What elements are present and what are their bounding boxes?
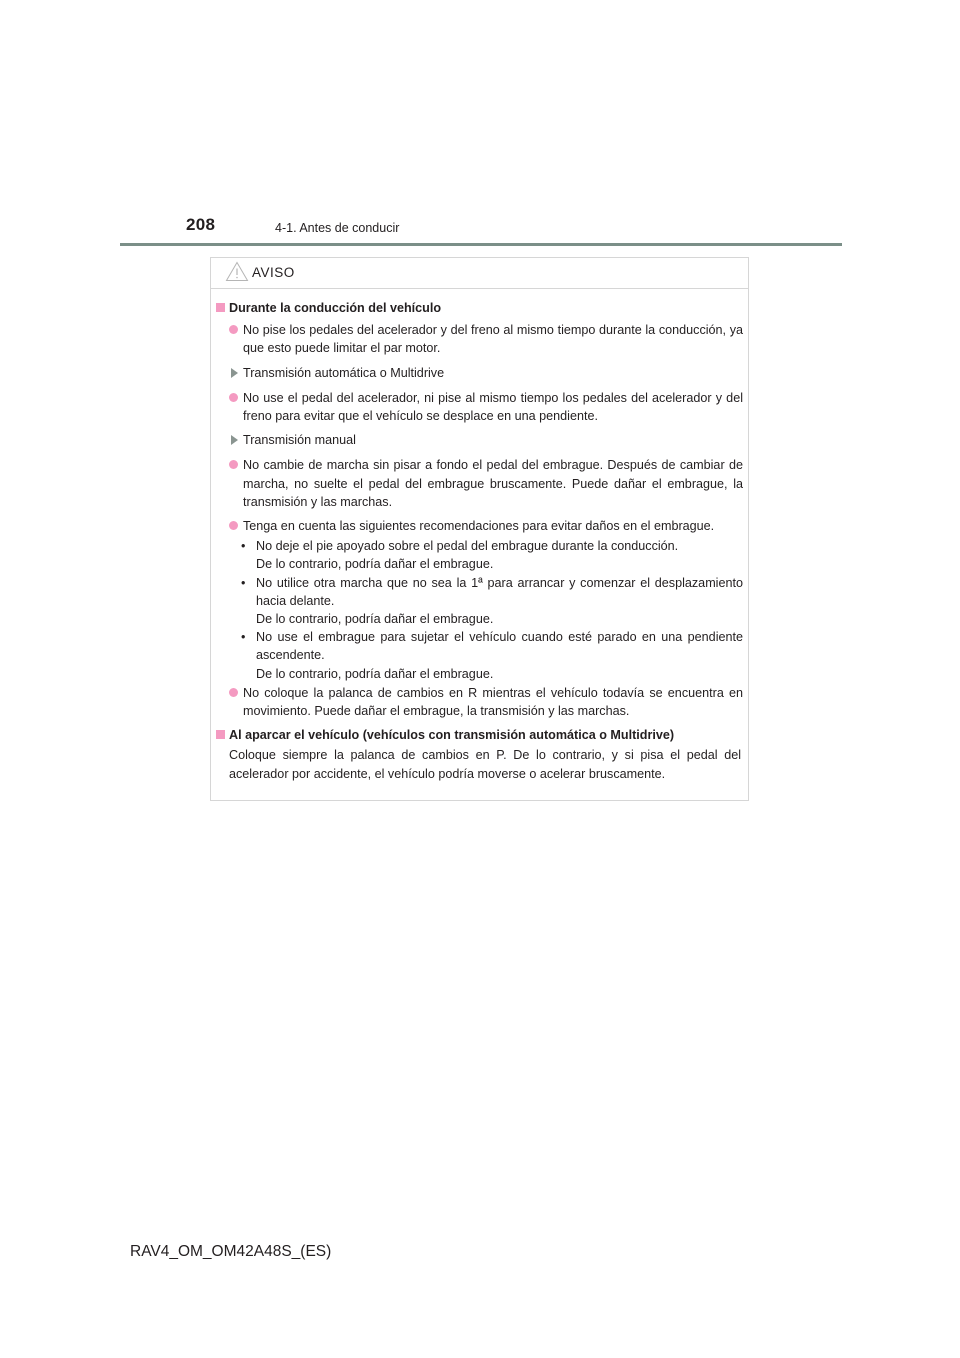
bullet-text: Tenga en cuenta las siguientes recomendaciones para evitar daños en el embrague.: [243, 519, 715, 534]
section-heading-parking: [211, 726, 750, 744]
square-bullet-icon: [216, 730, 225, 739]
circle-bullet-icon: [229, 325, 238, 334]
arrow-right-icon: [231, 435, 238, 445]
bullet-marker: •: [241, 575, 246, 590]
bullet-text: No pise los pedales del acelerador y del freno al mismo tiempo durante la conducción, ya que esto puede limitar el par motor.: [243, 323, 743, 356]
heading-text: Al aparcar el vehículo (vehículos con transmisión automática o Multidrive): [229, 728, 675, 743]
sub-item-note: De lo contrario, podría dañar el embrague.: [256, 666, 494, 681]
sub-item-note: De lo contrario, podría dañar el embrague.: [256, 612, 494, 627]
section-title: 4-1. Antes de conducir: [275, 221, 400, 235]
sub-item-text: No deje el pie apoyado sobre el pedal del embrague durante la conducción.: [256, 539, 679, 554]
bullet-text: No coloque la palanca de cambios en R mientras el vehículo todavía se encuentra en movimiento. Puede dañar el embrague, la transmisión y las marchas.: [243, 685, 743, 719]
heading-text: Durante la conducción del vehículo: [229, 301, 442, 315]
bullet-text: No cambie de marcha sin pisar a fondo el pedal del embrague. Después de cambiar de marcha, no suelte el pedal del embrague bruscamente. Puede dañar el embrague, la transmisión y las marchas.: [243, 458, 743, 509]
sub-item-note: De lo contrario, podría dañar el embrague.: [256, 557, 494, 572]
warning-box: [210, 257, 749, 801]
bullet-text: No use el pedal del acelerador, ni pise al mismo tiempo los pedales del acelerador y del freno para evitar que el vehículo se desplace en una pendiente.: [243, 390, 743, 424]
circle-bullet-icon: [229, 688, 238, 697]
page-number: 208: [186, 215, 216, 234]
subsection-label: Transmisión automática o Multidrive: [243, 365, 445, 380]
subsection-label: Transmisión manual: [243, 433, 356, 448]
header-rule: [120, 243, 842, 246]
bullet-item: [211, 684, 750, 720]
document-id: RAV4_OM_OM42A48S_(ES): [130, 1243, 332, 1260]
bullet-item: [211, 456, 750, 511]
circle-bullet-icon: [229, 393, 238, 402]
clutch-recommendations: [211, 537, 750, 683]
square-bullet-icon: [216, 303, 225, 312]
warning-content: [211, 299, 750, 783]
warning-header: [211, 258, 748, 289]
arrow-right-icon: [231, 368, 238, 378]
sub-item-text: No utilice otra marcha que no sea la 1ª para arrancar y comenzar el desplazamiento hacia delante.: [256, 575, 743, 608]
parking-paragraph: Coloque siempre la palanca de cambios en P. De lo contrario, y si pisa el pedal del acelerador por accidente, el vehículo podría moverse o acelerar bruscamente.: [229, 748, 741, 781]
sub-list-item: [211, 537, 750, 573]
sub-list-item: [211, 628, 750, 683]
bullet-item: [211, 389, 750, 425]
subsection-manual: [211, 431, 750, 449]
circle-bullet-icon: [229, 521, 238, 530]
sub-item-text: No use el embrague para sujetar el vehículo cuando esté parado en una pendiente ascendente.: [256, 630, 743, 663]
warning-triangle-icon: [225, 261, 249, 282]
circle-bullet-icon: [229, 460, 238, 469]
bullet-marker: •: [241, 630, 246, 645]
subsection-automatic: [211, 364, 750, 382]
bullet-item: [211, 517, 750, 535]
section-heading-driving: [211, 299, 750, 317]
bullet-item: [211, 321, 750, 357]
warning-title: AVISO: [252, 265, 295, 280]
bullet-marker: •: [241, 539, 246, 554]
sub-list-item: [211, 574, 750, 629]
